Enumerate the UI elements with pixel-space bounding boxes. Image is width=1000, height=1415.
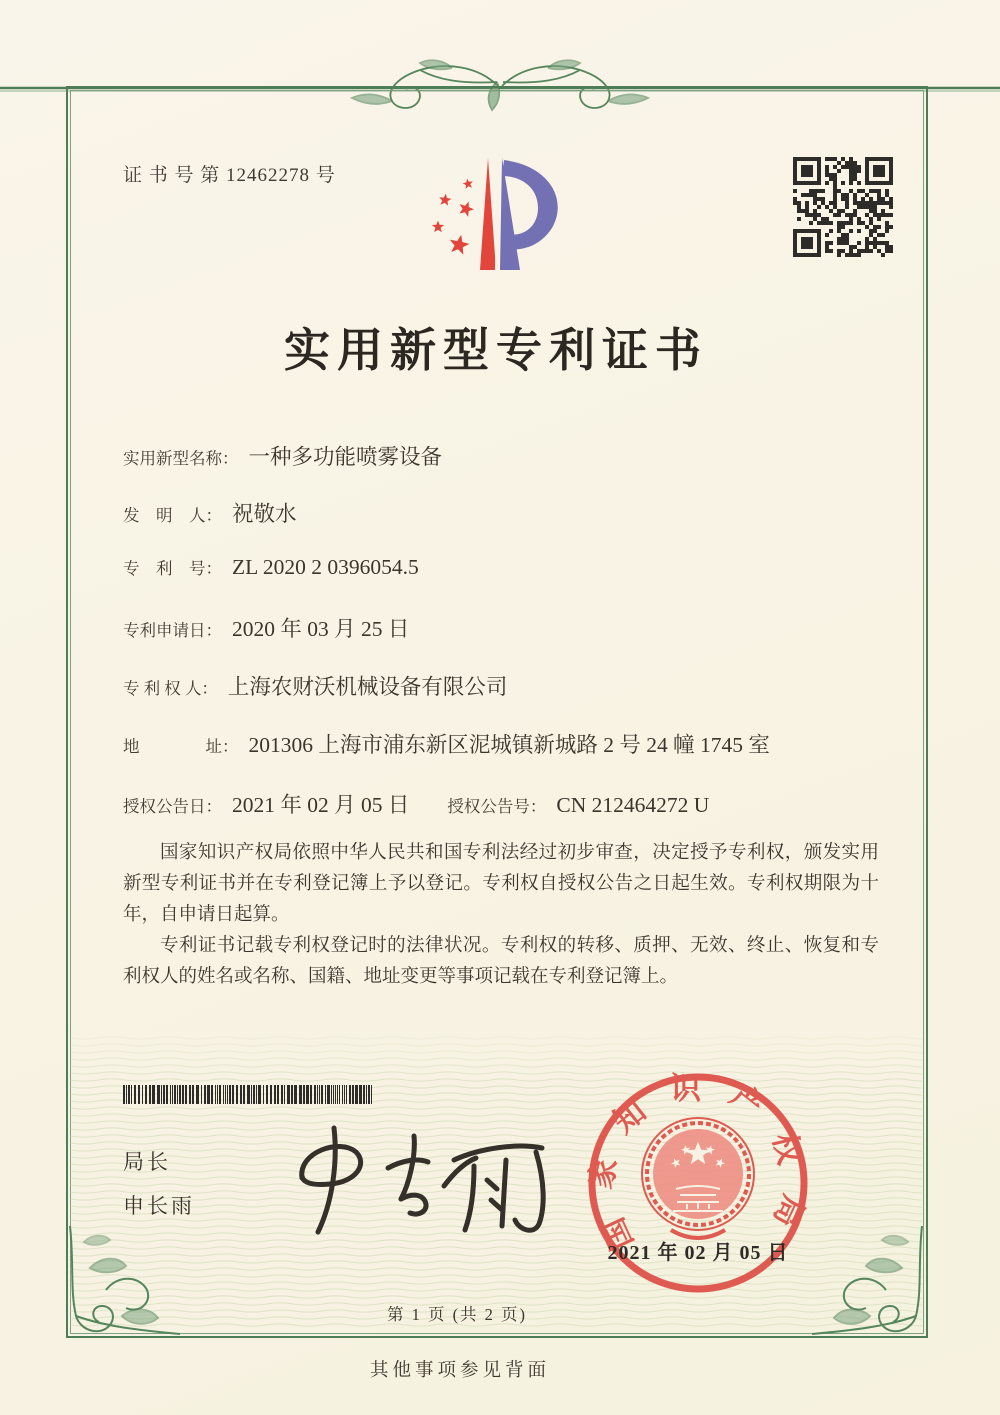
certificate-title: 实用新型专利证书 (284, 325, 708, 376)
field-value: 2021 年 02 月 05 日 (232, 793, 410, 817)
official-seal (583, 1062, 813, 1302)
back-note: 其他事项参见背面 (369, 1361, 550, 1381)
seal-text: 国家知识产权局 (583, 1071, 813, 1256)
ornament-scroll-left (352, 60, 499, 110)
signature (268, 1108, 568, 1248)
field-row-address (123, 728, 883, 758)
field-value: 上海农财沃机械设备有限公司 (227, 675, 508, 699)
field-row-name (123, 440, 883, 470)
legal-paragraph-2: 专利证书记载专利权登记时的法律状况。专利权的转移、质押、无效、终止、恢复和专利权人的姓名或名称、国籍、地址变更等事项记载在专利登记簿上。 (123, 936, 879, 987)
signer-title: 局长 (123, 1150, 171, 1174)
field-label: 发 明 人： (123, 506, 222, 525)
logo-stars (432, 179, 474, 255)
legal-text (123, 838, 879, 993)
field-label: 专利申请日： (123, 621, 222, 640)
page-number: 第 1 页 (共 2 页) (386, 1305, 528, 1324)
field-row-grant (123, 788, 883, 818)
field-value: 祝敬水 (232, 502, 297, 526)
field-label: 授权公告日： (123, 797, 222, 816)
seal-emblem (642, 1118, 754, 1238)
legal-paragraph-1: 国家知识产权局依照中华人民共和国专利法经过初步审查，决定授予专利权，颁发实用新型专利证书并在专利登记簿上予以登记。专利权自授权公告之日起生效。专利权期限为十年，自申请日起算。 (123, 843, 879, 925)
field-value: 一种多功能喷雾设备 (248, 445, 443, 469)
cnipa-logo (428, 150, 576, 294)
field-row-inventor (123, 497, 883, 527)
logo-red-cone (480, 158, 496, 270)
ornament-scroll-right (502, 60, 648, 108)
field-value: 201306 上海市浦东新区泥城镇新城路 2 号 24 幢 1745 室 (248, 733, 770, 757)
field-row-patent-no (123, 555, 883, 585)
field-label: 实用新型名称： (123, 449, 239, 468)
top-ornament (0, 58, 1000, 118)
field-value: ZL 2020 2 0396054.5 (232, 555, 419, 579)
barcode (123, 1085, 377, 1105)
field-label: 授权公告号： (447, 797, 547, 816)
field-label: 专 利 权 人： (123, 679, 218, 698)
field-row-filing-date (123, 612, 883, 642)
qr-code (793, 157, 897, 261)
field-row-patentee (123, 670, 883, 700)
certificate-number: 证 书 号 第 12462278 号 (123, 165, 336, 186)
field-value: CN 212464272 U (556, 793, 710, 817)
field-value: 2020 年 03 月 25 日 (232, 617, 410, 641)
seal-date: 2021 年 02 月 05 日 (607, 1242, 789, 1264)
signer-name: 申长雨 (123, 1194, 195, 1218)
field-label: 地 址： (123, 737, 239, 756)
field-label: 专 利 号： (123, 559, 222, 578)
